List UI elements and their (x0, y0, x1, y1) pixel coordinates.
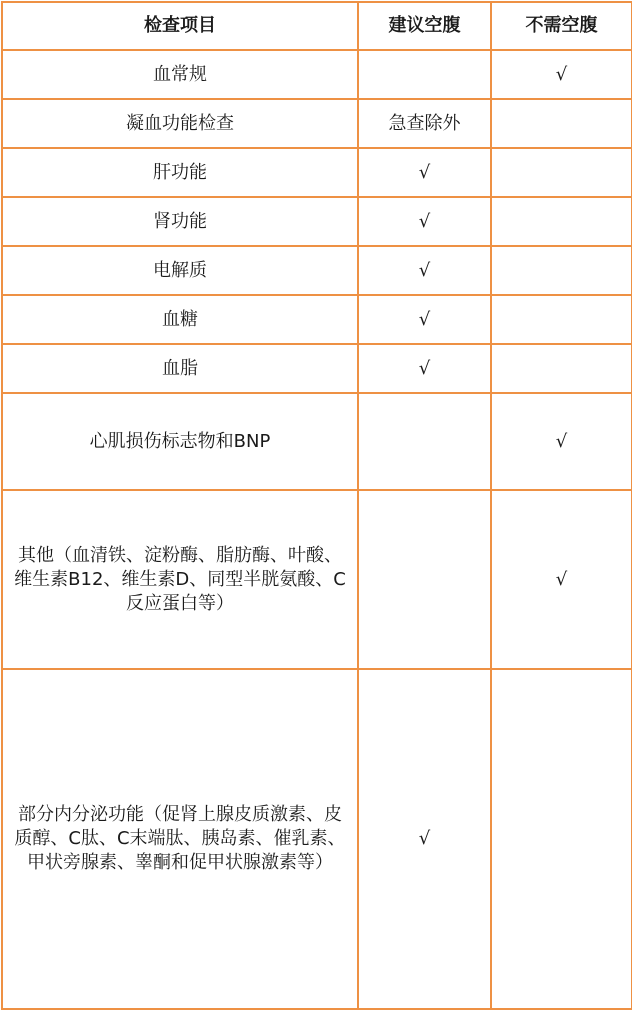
header-no-fasting: 不需空腹 (491, 2, 632, 50)
row-item: 血糖 (2, 295, 358, 344)
row-no-fasting: √ (491, 50, 632, 99)
row-item: 其他（血清铁、淀粉酶、脂肪酶、叶酸、维生素B12、维生素D、同型半胱氨酸、C反应蛋白等） (2, 490, 358, 669)
row-fasting: 急查除外 (358, 99, 491, 148)
row-item: 肝功能 (2, 148, 358, 197)
row-fasting (358, 490, 491, 669)
header-fasting: 建议空腹 (358, 2, 491, 50)
row-item: 凝血功能检查 (2, 99, 358, 148)
row-no-fasting: √ (491, 490, 632, 669)
fasting-requirements-table (1, 1, 632, 1010)
row-fasting: √ (358, 148, 491, 197)
table-row (2, 393, 632, 490)
row-fasting: √ (358, 295, 491, 344)
row-item: 心肌损伤标志物和BNP (2, 393, 358, 490)
row-no-fasting (491, 295, 632, 344)
table-row (2, 490, 632, 669)
row-item: 部分内分泌功能（促肾上腺皮质激素、皮质醇、C肽、C末端肽、胰岛素、催乳素、甲状旁腺素、睾酮和促甲状腺激素等） (2, 669, 358, 1009)
row-fasting: √ (358, 669, 491, 1009)
row-no-fasting (491, 246, 632, 295)
table-row (2, 99, 632, 148)
table-row (2, 344, 632, 393)
row-item: 肾功能 (2, 197, 358, 246)
row-no-fasting (491, 669, 632, 1009)
table-row (2, 197, 632, 246)
row-no-fasting (491, 148, 632, 197)
row-no-fasting: √ (491, 393, 632, 490)
table-row (2, 669, 632, 1009)
row-fasting: √ (358, 197, 491, 246)
row-fasting (358, 50, 491, 99)
row-item: 电解质 (2, 246, 358, 295)
row-no-fasting (491, 197, 632, 246)
table-row (2, 295, 632, 344)
table-row (2, 50, 632, 99)
row-fasting: √ (358, 344, 491, 393)
table-row (2, 148, 632, 197)
table-header-row (2, 2, 632, 50)
row-fasting (358, 393, 491, 490)
row-item: 血常规 (2, 50, 358, 99)
table-row (2, 246, 632, 295)
row-no-fasting (491, 344, 632, 393)
row-item: 血脂 (2, 344, 358, 393)
header-item: 检查项目 (2, 2, 358, 50)
row-no-fasting (491, 99, 632, 148)
row-fasting: √ (358, 246, 491, 295)
